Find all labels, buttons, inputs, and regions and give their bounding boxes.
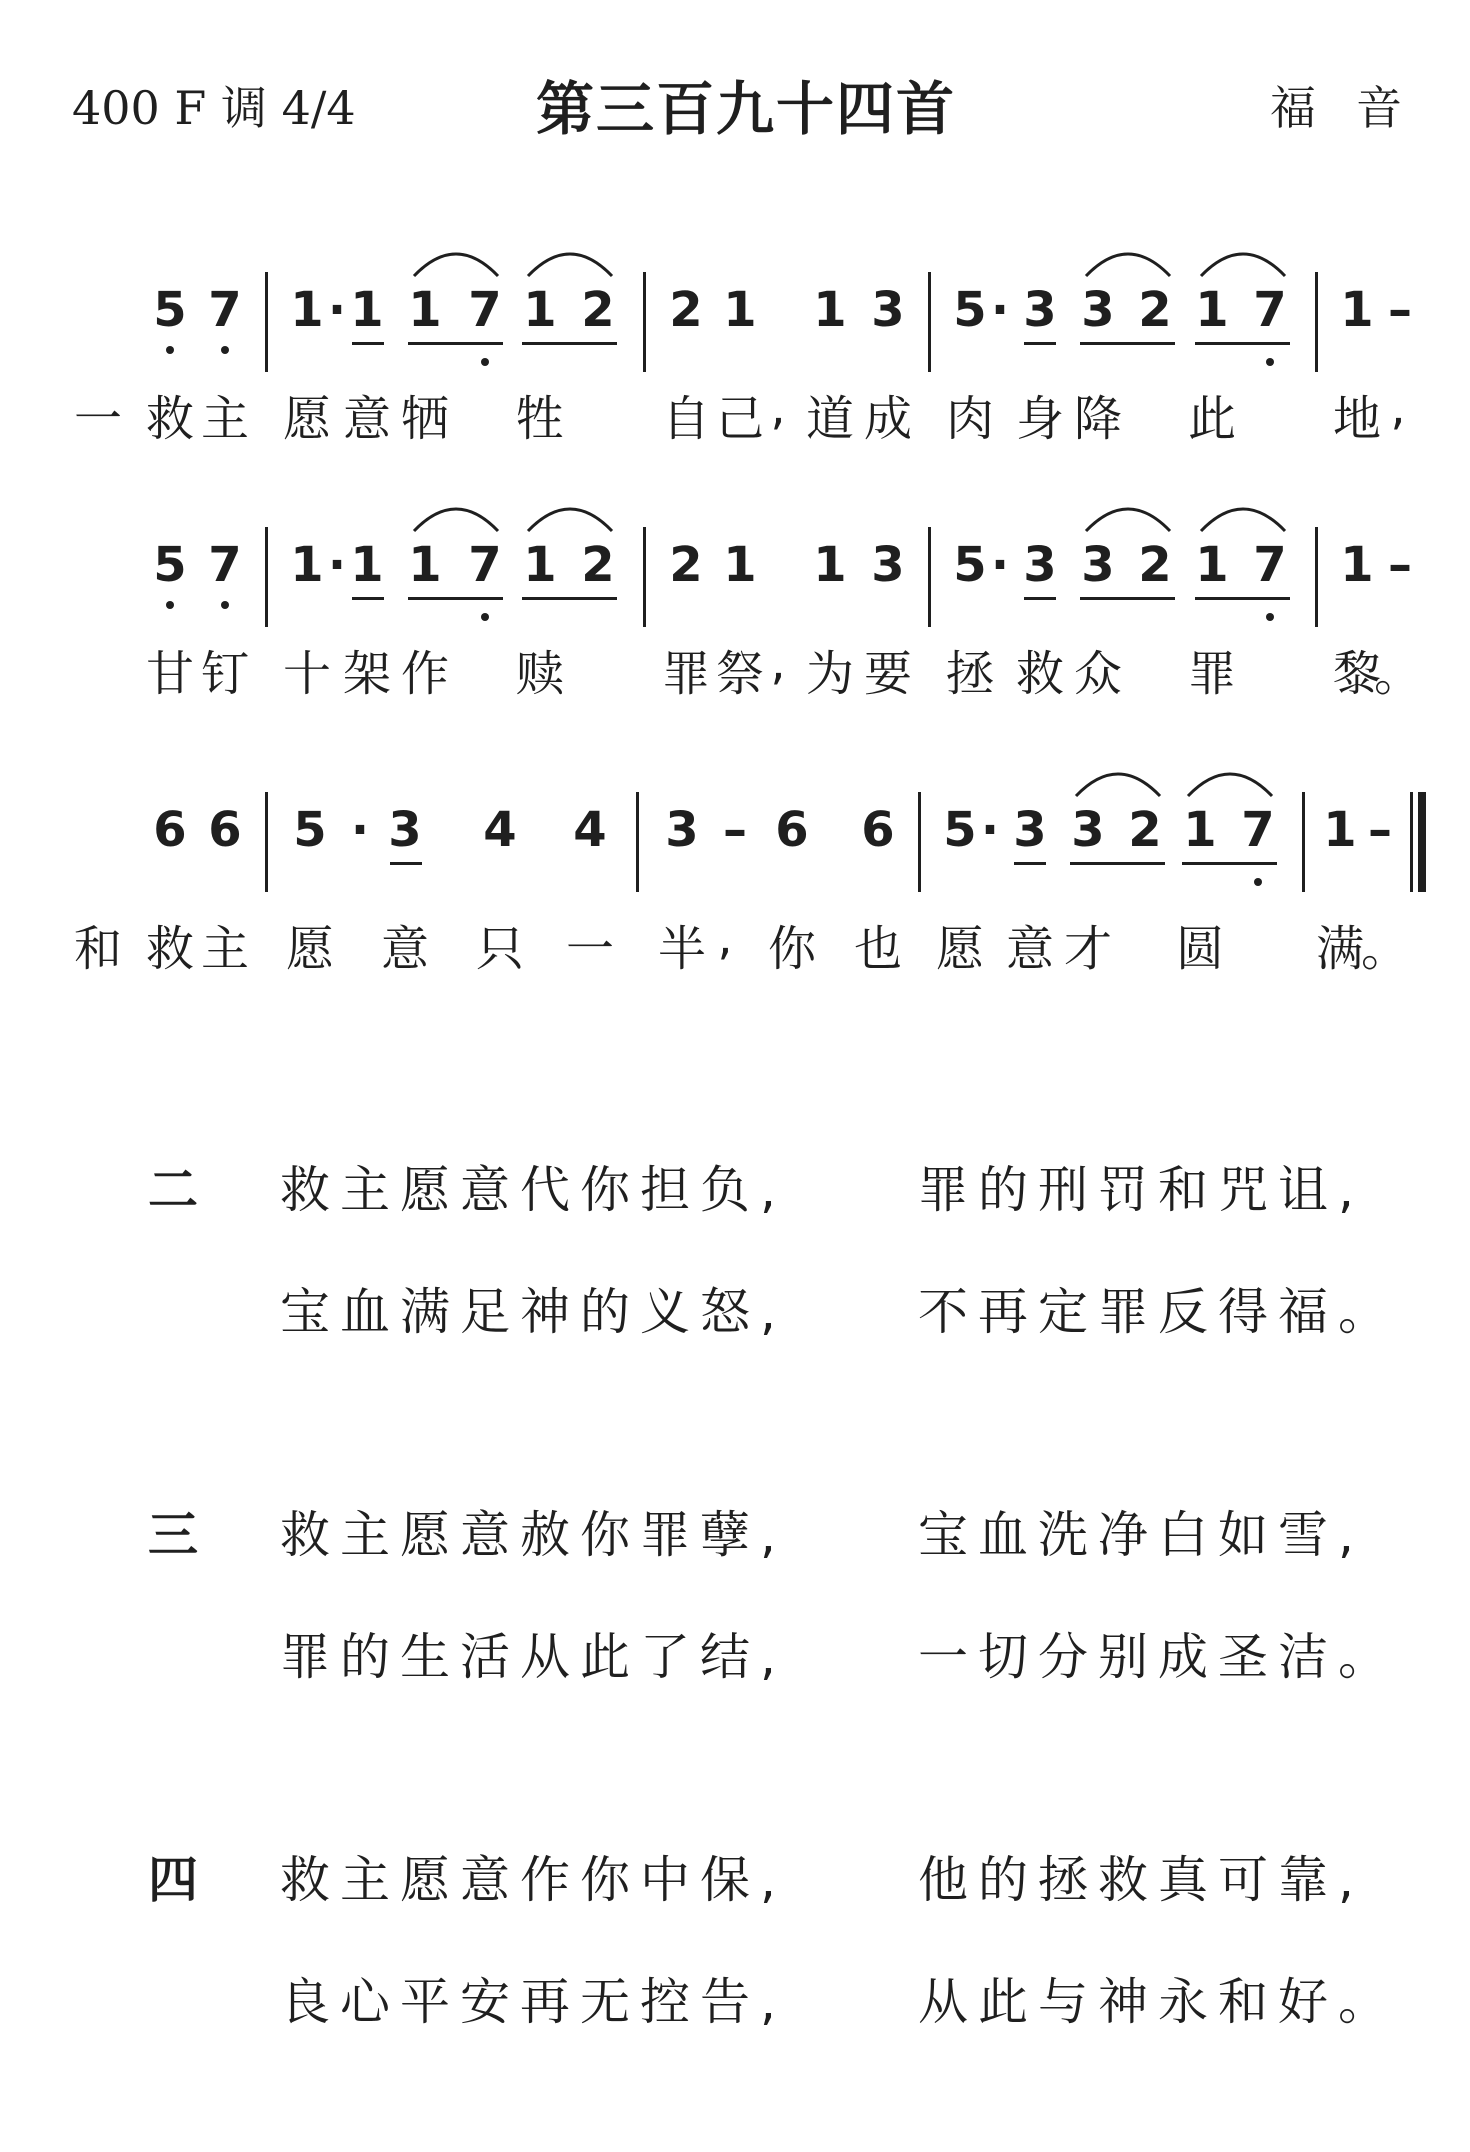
- note: 2: [1138, 537, 1172, 593]
- note: 7: [468, 537, 502, 593]
- eighth-underline: [1024, 342, 1056, 345]
- lyric-char: 成: [863, 391, 913, 447]
- note: 3: [665, 802, 699, 858]
- note: 2: [581, 537, 615, 593]
- bar-line: [1315, 272, 1318, 372]
- verse-line: 他的拯救真可靠,: [918, 1851, 1364, 1909]
- note: 7: [208, 537, 242, 593]
- note: 1: [1323, 802, 1357, 858]
- eighth-underline: [1195, 342, 1290, 345]
- lyric-punct: ,: [717, 910, 733, 966]
- note: 3: [1023, 282, 1057, 338]
- slur: [1197, 238, 1289, 280]
- lyric-char: 才: [1063, 921, 1113, 977]
- verse-line: 一切分别成圣洁。: [918, 1628, 1398, 1686]
- lyric-char: 愿: [935, 921, 985, 977]
- note: 1: [723, 537, 757, 593]
- bar-line: [636, 792, 639, 892]
- eighth-underline: [408, 342, 503, 345]
- note: 1: [1195, 537, 1229, 593]
- lyric-char: 只: [475, 921, 525, 977]
- lyric-char: 要: [863, 646, 913, 702]
- lyric-punct: ,: [770, 380, 786, 436]
- augmentation-dot: ·: [990, 537, 1010, 593]
- verse-line: 从此与神永和好。: [918, 1973, 1398, 2031]
- verse-line: 宝血洗净白如雪,: [918, 1506, 1364, 1564]
- bar-line: [265, 792, 268, 892]
- note: 1: [1340, 282, 1374, 338]
- note: 1: [523, 537, 557, 593]
- bar-line: [918, 792, 921, 892]
- bar-line: [265, 527, 268, 627]
- lyric-char: 主: [200, 921, 250, 977]
- eighth-underline: [408, 597, 503, 600]
- lyric-char: 你: [767, 921, 817, 977]
- lyric-char: 救: [1015, 646, 1065, 702]
- note: 5: [953, 537, 987, 593]
- lyric-char: 作: [400, 646, 450, 702]
- note: 1: [1195, 282, 1229, 338]
- lyric-char: 自: [661, 391, 711, 447]
- sustain-dash: –: [1388, 537, 1412, 593]
- verse-number: 四: [148, 1851, 198, 1909]
- note: 1: [813, 282, 847, 338]
- note: 3: [871, 282, 905, 338]
- slur: [1082, 493, 1174, 535]
- lyric-char: 拯: [945, 646, 995, 702]
- low-octave-dot: [166, 601, 174, 609]
- sustain-dash: –: [1388, 282, 1412, 338]
- augmentation-dot: ·: [327, 537, 347, 593]
- hymn-source: 福音: [1270, 81, 1442, 135]
- verse-line: 救主愿意赦你罪孽,: [280, 1506, 786, 1564]
- lyric-char: 意: [1005, 921, 1055, 977]
- note: 3: [1071, 802, 1105, 858]
- eighth-underline: [1070, 862, 1165, 865]
- lyric-char: 甘: [145, 646, 195, 702]
- note: 1: [350, 537, 384, 593]
- lyric-char: 半: [657, 921, 707, 977]
- eighth-underline: [522, 597, 617, 600]
- lyric-char: 此: [1187, 391, 1237, 447]
- note: 4: [573, 802, 607, 858]
- lyric-punct: 。: [1373, 646, 1423, 702]
- slur: [1197, 493, 1289, 535]
- low-octave-dot: [481, 358, 489, 366]
- sustain-dash: –: [1368, 802, 1392, 858]
- lyric-char: 十: [282, 646, 332, 702]
- lyric-char: 救: [145, 921, 195, 977]
- verse-line: 救主愿意作你中保,: [280, 1851, 786, 1909]
- note: 1: [813, 537, 847, 593]
- verse-line: 罪的刑罚和咒诅,: [918, 1161, 1364, 1219]
- augmentation-dot: ·: [990, 282, 1010, 338]
- lyric-char: 祭: [715, 646, 765, 702]
- lyric-char: 一: [565, 921, 615, 977]
- note: 3: [388, 802, 422, 858]
- lyric-char: 降: [1073, 391, 1123, 447]
- note: 6: [208, 802, 242, 858]
- bar-line: [1302, 792, 1305, 892]
- bar-line: [928, 527, 931, 627]
- low-octave-dot: [481, 613, 489, 621]
- notation-line-3: [0, 800, 1470, 920]
- note: 5: [953, 282, 987, 338]
- lyric-line-3: [0, 910, 1470, 980]
- note: 1: [408, 537, 442, 593]
- lyric-char: 黎: [1332, 646, 1382, 702]
- slur: [1072, 758, 1164, 800]
- note: 1: [290, 537, 324, 593]
- note: 2: [669, 537, 703, 593]
- note: 5: [153, 282, 187, 338]
- eighth-underline: [1080, 597, 1175, 600]
- lyric-char: 满: [1315, 921, 1365, 977]
- lyric-char: 也: [853, 921, 903, 977]
- sustain-dash: –: [723, 802, 747, 858]
- lyric-char: 愿: [282, 391, 332, 447]
- note: 5: [293, 802, 327, 858]
- note: 1: [408, 282, 442, 338]
- lyric-char: 道: [805, 391, 855, 447]
- eighth-underline: [1024, 597, 1056, 600]
- lyric-char: 愿: [285, 921, 335, 977]
- note: 6: [861, 802, 895, 858]
- slur: [524, 493, 616, 535]
- lyric-char: 圆: [1175, 921, 1225, 977]
- slur: [1184, 758, 1276, 800]
- augmentation-dot: ·: [980, 802, 1000, 858]
- note: 3: [1081, 537, 1115, 593]
- eighth-underline: [352, 597, 384, 600]
- verse-line: 罪的生活从此了结,: [280, 1628, 786, 1686]
- eighth-underline: [390, 862, 422, 865]
- lyric-char: 主: [200, 391, 250, 447]
- low-octave-dot: [1254, 878, 1262, 886]
- lyric-char: 地: [1332, 391, 1382, 447]
- note: 3: [871, 537, 905, 593]
- note: 3: [1023, 537, 1057, 593]
- low-octave-dot: [166, 346, 174, 354]
- low-octave-dot: [221, 601, 229, 609]
- eighth-underline: [352, 342, 384, 345]
- verse-line: 良心平安再无控告,: [280, 1973, 786, 2031]
- lyric-char: 意: [380, 921, 430, 977]
- note: 3: [1013, 802, 1047, 858]
- verse-number: 二: [148, 1161, 198, 1219]
- lyric-char: 和: [73, 921, 123, 977]
- low-octave-dot: [1266, 613, 1274, 621]
- lyric-char: 众: [1073, 646, 1123, 702]
- note: 6: [775, 802, 809, 858]
- note: 7: [208, 282, 242, 338]
- bar-line: [643, 272, 646, 372]
- note: 2: [581, 282, 615, 338]
- slur: [1082, 238, 1174, 280]
- note: 1: [723, 282, 757, 338]
- lyric-char: 赎: [515, 646, 565, 702]
- lyric-char: 罪: [1187, 646, 1237, 702]
- eighth-underline: [1195, 597, 1290, 600]
- note: 1: [1183, 802, 1217, 858]
- verse-line: 不再定罪反得福。: [918, 1283, 1398, 1341]
- hymn-title: 第三百九十四首: [536, 75, 957, 143]
- slur: [410, 493, 502, 535]
- augmentation-dot: ·: [350, 802, 370, 858]
- note: 1: [1340, 537, 1374, 593]
- note: 5: [943, 802, 977, 858]
- note: 6: [153, 802, 187, 858]
- note: 7: [1253, 282, 1287, 338]
- note: 5: [153, 537, 187, 593]
- bar-line: [1315, 527, 1318, 627]
- verse-line: 救主愿意代你担负,: [280, 1161, 786, 1219]
- lyric-char: 钉: [200, 646, 250, 702]
- low-octave-dot: [1266, 358, 1274, 366]
- lyric-char: 救: [145, 391, 195, 447]
- lyric-punct: 。: [1360, 921, 1410, 977]
- bar-line: [265, 272, 268, 372]
- eighth-underline: [1080, 342, 1175, 345]
- note: 2: [1138, 282, 1172, 338]
- note: 1: [523, 282, 557, 338]
- lyric-char: 身: [1015, 391, 1065, 447]
- verse-marker: 一: [73, 391, 123, 447]
- eighth-underline: [1182, 862, 1277, 865]
- bar-line: [643, 527, 646, 627]
- final-bar-thin: [1410, 792, 1413, 892]
- lyric-char: 为: [805, 646, 855, 702]
- lyric-char: 架: [342, 646, 392, 702]
- note: 3: [1081, 282, 1115, 338]
- slur: [524, 238, 616, 280]
- verse-line: 宝血满足神的义怒,: [280, 1283, 786, 1341]
- note: 2: [669, 282, 703, 338]
- lyric-char: 意: [342, 391, 392, 447]
- lyric-char: 牺: [400, 391, 450, 447]
- lyric-char: 罪: [661, 646, 711, 702]
- lyric-line-2: [0, 635, 1470, 705]
- note: 7: [468, 282, 502, 338]
- hymn-number-key-time: 400 F 调 4/4: [72, 81, 356, 135]
- note: 7: [1241, 802, 1275, 858]
- lyric-line-1: [0, 380, 1470, 450]
- note: 4: [483, 802, 517, 858]
- lyric-char: 牲: [515, 391, 565, 447]
- note: 2: [1128, 802, 1162, 858]
- lyric-punct: ,: [770, 635, 786, 691]
- note: 1: [350, 282, 384, 338]
- lyric-char: 肉: [945, 391, 995, 447]
- verse-number: 三: [148, 1506, 198, 1564]
- lyric-punct: ,: [1390, 380, 1406, 436]
- lyric-char: 己: [715, 391, 765, 447]
- augmentation-dot: ·: [327, 282, 347, 338]
- final-bar-thick: [1418, 792, 1426, 892]
- low-octave-dot: [221, 346, 229, 354]
- note: 7: [1253, 537, 1287, 593]
- note: 1: [290, 282, 324, 338]
- bar-line: [928, 272, 931, 372]
- eighth-underline: [1014, 862, 1046, 865]
- slur: [410, 238, 502, 280]
- eighth-underline: [522, 342, 617, 345]
